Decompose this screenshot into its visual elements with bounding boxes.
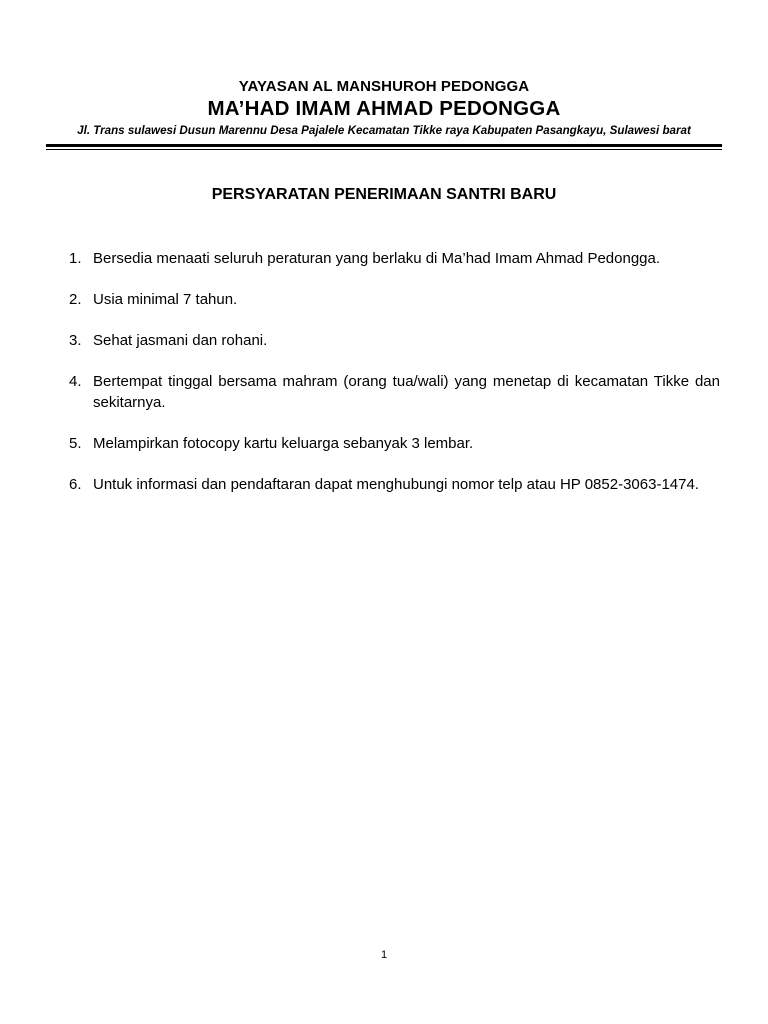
- requirement-number: 3.: [69, 332, 82, 349]
- institution-name: MA’HAD IMAM AHMAD PEDONGGA: [207, 97, 561, 120]
- requirement-text: Melampirkan fotocopy kartu keluarga sebanyak 3 lembar.: [93, 435, 474, 452]
- letterhead-divider-thick: [46, 144, 722, 147]
- letterhead: [46, 78, 722, 138]
- document-title: PERSYARATAN PENERIMAAN SANTRI BARU: [211, 186, 557, 203]
- requirement-number: 2.: [69, 291, 82, 308]
- requirement-number: 6.: [69, 476, 82, 493]
- requirement-item: [66, 474, 720, 495]
- requirement-number: 4.: [69, 373, 82, 390]
- institution-address: Jl. Trans sulawesi Dusun Marennu Desa Pajalele Kecamatan Tikke raya Kabupaten Pasangkayu, Sulawesi barat: [77, 124, 691, 137]
- requirement-text: Usia minimal 7 tahun.: [93, 291, 238, 308]
- requirement-text: Bersedia menaati seluruh peraturan yang berlaku di Ma’had Imam Ahmad Pedongga.: [93, 250, 661, 267]
- requirement-number: 1.: [69, 250, 82, 267]
- requirements-list: [66, 248, 720, 515]
- requirement-item: [66, 248, 720, 269]
- requirement-number: 5.: [69, 435, 82, 452]
- requirement-item: [66, 433, 720, 454]
- requirement-text: Untuk informasi dan pendaftaran dapat menghubungi nomor telp atau HP 0852-3063-1474.: [93, 476, 699, 493]
- requirement-item: [66, 371, 720, 413]
- requirement-text: Bertempat tinggal bersama mahram (orang tua/wali) yang menetap di kecamatan Tikke dan sekitarnya.: [93, 373, 720, 411]
- requirement-item: [66, 289, 720, 310]
- letterhead-divider-thin: [46, 149, 722, 150]
- page-number: 1: [380, 949, 388, 961]
- requirement-item: [66, 330, 720, 351]
- requirement-text: Sehat jasmani dan rohani.: [93, 332, 268, 349]
- organization-name: YAYASAN AL MANSHUROH PEDONGGA: [238, 78, 530, 95]
